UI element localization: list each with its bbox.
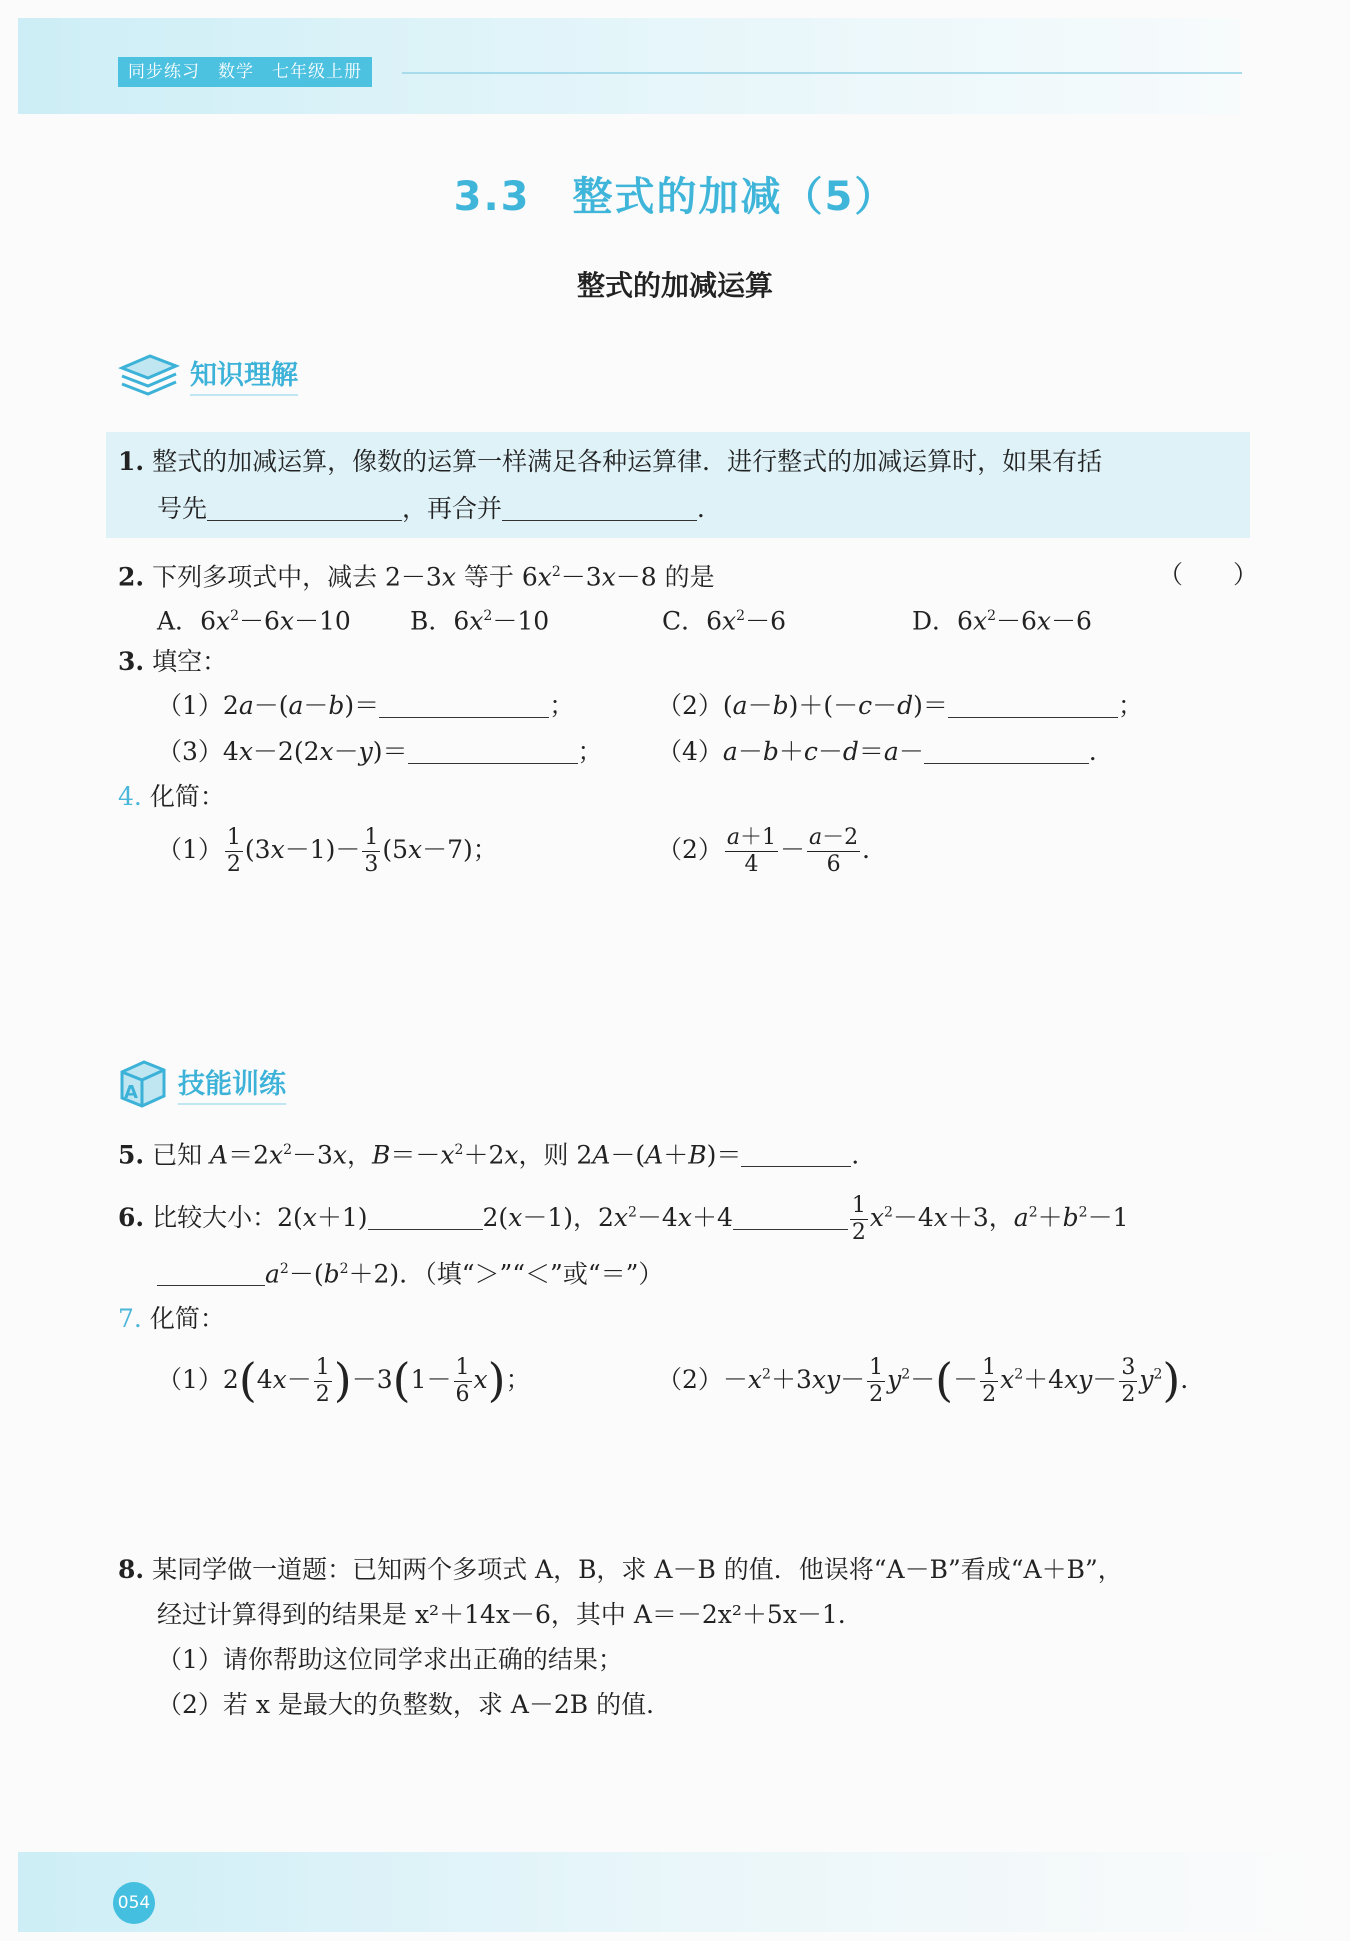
question-8 [118, 1553, 1123, 1587]
page-title: 3.3 整式的加减（5） [453, 174, 897, 220]
q-number: 2. [118, 562, 145, 592]
answer-blank[interactable] [733, 1203, 848, 1230]
fraction: $\frac{a-2}{6}$ [809, 825, 859, 877]
question-1 [118, 445, 1102, 479]
question-5: 5. 已知 $A=2x^2-3x$，$B=-x^2+2x$，则 2A－(A＋B)＝ ． [118, 1140, 877, 1170]
footer-band [18, 1852, 1318, 1932]
option-label: A． [157, 606, 201, 636]
answer-blank[interactable] [408, 737, 578, 764]
fraction: $\frac{1}{2}$ [869, 1355, 884, 1407]
q5-text: 已知 [152, 1140, 211, 1170]
q1-text-b: ，再合并 [402, 494, 503, 523]
answer-blank[interactable] [379, 691, 549, 718]
q-number: 5. [118, 1140, 145, 1170]
answer-blank[interactable] [157, 1259, 265, 1286]
q7-part-2: $(2)-x^2+3xy-$ $\frac{1}{2}$ $y^2-(-$ $\frac{1}{2}$ $x^2+4xy-$ $\frac{3}{2}$ $y^2$)． [657, 1353, 1206, 1407]
page-subtitle: 整式的加减运算 [576, 269, 773, 302]
q-number: 8. [118, 1555, 145, 1584]
q5-text: ． [851, 1140, 877, 1170]
q7-part-1: （1）2(4x－ $\frac{1}{2}$ )－3(1－ $\frac{1}{6}$ x)； [157, 1353, 531, 1407]
q6-note: （填“＞”“＜”或“＝”） [424, 1259, 664, 1289]
q4-part-1: （1） $\frac{1}{2}$ (3x－1)－ $\frac{1}{3}$ (5x－7)； [157, 825, 498, 877]
q3-part-1: （1）2a－(a－b)＝ ； [157, 691, 575, 720]
question-1-line2 [157, 492, 722, 526]
q2-text: －8 的是 [615, 562, 715, 592]
q4-label: 化简： [149, 782, 225, 811]
fraction: $\frac{3}{2}$ [1121, 1355, 1136, 1407]
answer-blank[interactable] [502, 494, 697, 521]
option-label: D． [912, 606, 958, 636]
header-tag: 同步练习 数学 七年级上册 [118, 57, 372, 87]
q8-sub-1: （1）请你帮助这位同学求出正确的结果； [157, 1645, 623, 1674]
section-skills [118, 1058, 286, 1108]
fraction: $\frac{1}{2}$ [315, 1355, 330, 1407]
fraction: $\frac{1}{2}$ [851, 1193, 866, 1245]
question-6-line2: $a^2-(b^2+2)$．（填“＞”“＜”或“＝”） [157, 1252, 663, 1291]
q-number: 1. [118, 447, 145, 476]
q1-text-a: 号先 [157, 494, 208, 523]
q8-sub-2: （2）若 x 是最大的负整数，求 A－2B 的值． [157, 1690, 672, 1719]
q8-text: 某同学做一道题：已知两个多项式 A，B，求 A－B 的值．他误将“A－B”看成“A＋B”， [152, 1555, 1123, 1584]
cube-a-icon [118, 1058, 168, 1108]
option-label: B． [410, 606, 454, 636]
option-c[interactable]: C．$6x^2-6$ [662, 606, 786, 636]
q7-label: 化简： [149, 1304, 225, 1333]
q-number: 4. [118, 782, 142, 811]
svg-text:A: A [124, 1082, 138, 1103]
q-number: 3. [118, 647, 145, 676]
section-label: 技能训练 [178, 1062, 286, 1105]
q6-text: 比较大小： [152, 1203, 278, 1232]
answer-blank[interactable] [948, 691, 1118, 718]
answer-blank[interactable] [924, 737, 1089, 764]
q2-text: 等于 6 [455, 562, 538, 592]
q3-part-2: （2）(a－b)＋(－c－d)＝ ； [657, 691, 1143, 720]
fraction: $\frac{1}{3}$ [364, 825, 379, 877]
header-rule [402, 72, 1242, 74]
fraction: $\frac{a+1}{4}$ [726, 825, 777, 877]
question-6: 6. 比较大小：2(x＋1) 2(x－1)，$2x^2-4x+4$ $\frac{1}{2}$ $x^2-4x+3$，$a^2+b^2-1$ [118, 1193, 1129, 1245]
q1-text-c: ． [697, 494, 723, 523]
answer-blank[interactable] [207, 494, 402, 521]
answer-bracket[interactable]: （ ） [1158, 560, 1259, 589]
fraction: $\frac{1}{2}$ [226, 825, 241, 877]
q2-text: －3 [560, 562, 602, 592]
q-number: 7. [118, 1304, 142, 1333]
q2-text: 下列多项式中，减去 2－3 [152, 562, 442, 592]
fraction: $\frac{1}{6}$ [455, 1355, 470, 1407]
answer-blank[interactable] [741, 1140, 851, 1167]
option-label: C． [662, 606, 707, 636]
question-4 [118, 780, 225, 814]
option-b[interactable]: B．$6x^2-10$ [410, 606, 550, 636]
fraction: $\frac{1}{2}$ [982, 1355, 997, 1407]
q3-label: 填空： [152, 647, 228, 676]
q8-line2: 经过计算得到的结果是 x²＋14x－6，其中 A＝－2x²＋5x－1． [157, 1600, 863, 1629]
question-3 [118, 645, 227, 679]
q4-part-2: （2） $\frac{a+1}{4}$ － $\frac{a-2}{6}$ ． [657, 825, 888, 877]
question-7 [118, 1302, 225, 1336]
q-number: 6. [118, 1203, 145, 1232]
q3-part-4: （4）a－b＋c－d＝a－ ． [657, 737, 1114, 766]
section-label: 知识理解 [190, 353, 298, 396]
option-d[interactable]: D．$6x^2-6x-6$ [912, 606, 1092, 636]
question-2: 2. 下列多项式中，减去 2－3x 等于 $6x^2-3x-8$ 的是 [118, 562, 715, 592]
books-icon [118, 350, 180, 398]
q3-part-3: （3）4x－2(2x－y)＝ ； [157, 737, 603, 766]
page-number: 054 [113, 1882, 155, 1924]
option-a[interactable]: A．$6x^2-6x-10$ [157, 606, 351, 636]
q1-text: 整式的加减运算，像数的运算一样满足各种运算律．进行整式的加减运算时，如果有括 [152, 447, 1103, 476]
section-understanding [118, 350, 298, 398]
answer-blank[interactable] [368, 1203, 483, 1230]
